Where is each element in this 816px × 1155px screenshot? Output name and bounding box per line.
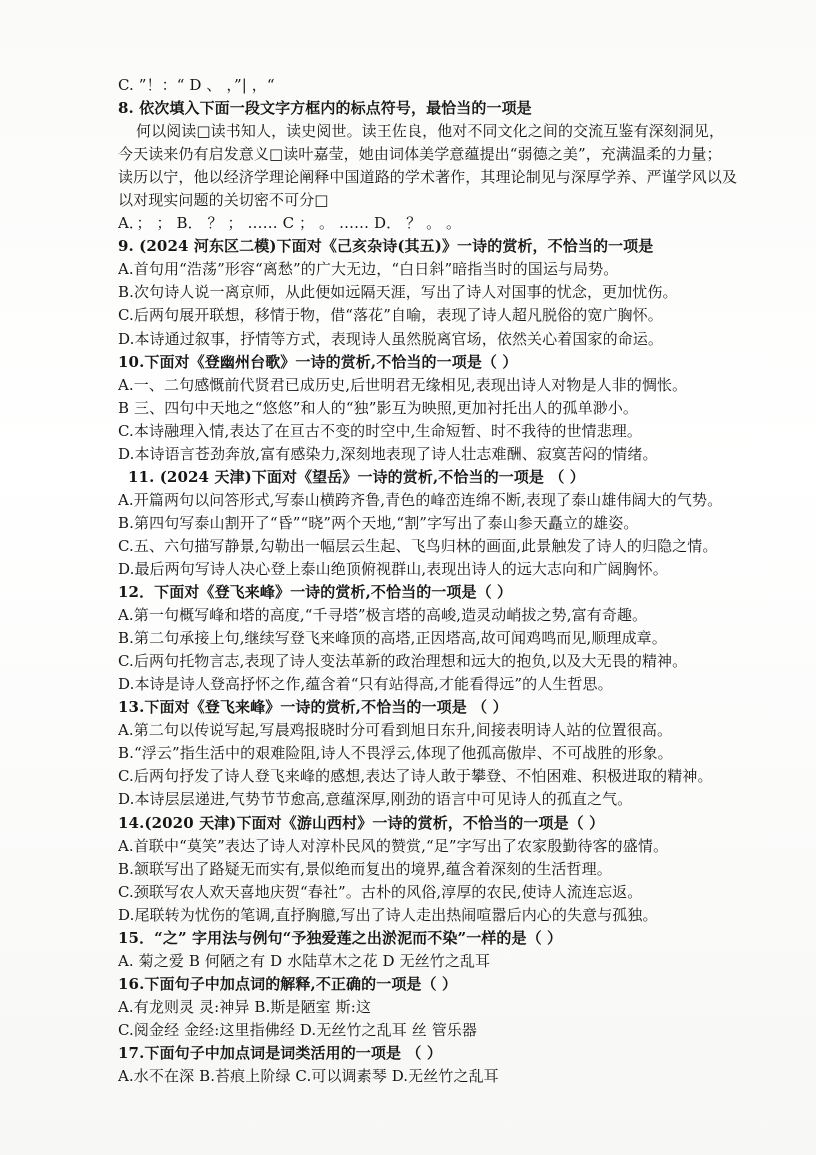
q9-option-c: C.后两句展开联想，移情于物，借“落花”自喻，表现了诗人超凡脱俗的宽广胸怀。 [118,306,663,325]
q7-option-c-d: C. ”！：“ D 、 ，”| ，“ [118,76,275,94]
q14-stem: 14.(2020 天津)下面对《游山西村》一诗的赏析，不恰当的一项是（ ） [118,813,605,832]
q8-passage-line-4: 以对现实问题的关切密不可分□ [118,191,329,210]
exam-text [118,74,790,1088]
q17-stem: 17.下面句子中加点词是词类活用的一项是 （ ） [118,1043,442,1062]
q12-option-c: C.后两句托物言志,表现了诗人变法革新的政治理想和远大的抱负,以及大无畏的精神。 [118,652,688,671]
q12-option-a: A.第一句概写峰和塔的高度,“千寻塔”极言塔的高峻,造灵动峭拔之势,富有奇趣。 [118,606,648,625]
q10-option-b: B 三、四句中天地之“悠悠”和人的“独”影互为映照,更加衬托出人的孤单渺小。 [118,398,639,417]
q16-options-a-b: A.有龙则灵 灵:神异 B.斯是陋室 斯:这 [118,997,372,1016]
q9-stem: 9. (2024 河东区二模)下面对《己亥杂诗(其五)》一诗的赏析，不恰当的一项是 [118,237,654,256]
q11-option-d: D.最后两句写诗人决心登上泰山绝顶俯视群山,表现出诗人的远大志向和广阔胸怀。 [118,559,668,578]
q11-stem: 11. (2024 天津)下面对《望岳》一诗的赏析,不恰当的一项是 （ ） [128,467,585,486]
q10-option-a: A.一、二句感慨前代贤君已成历史,后世明君无缘相见,表现出诗人对物是人非的惆怅。 [118,375,688,394]
q11-option-c: C.五、六句描写静景,勾勒出一幅层云生起、飞鸟归林的画面,此景触发了诗人的归隐之情。 [118,536,718,555]
q14-option-b: B.颔联写出了路疑无而实有,景似绝而复出的境界,蕴含着深刻的生活哲理。 [118,859,612,878]
q12-stem: 12．下面对《登飞来峰》一诗的赏析,不恰当的一项是（ ） [118,583,513,602]
q15-options: A. 菊之爱 B 何陋之有 D 水陆草木之花 D 无丝竹之乱耳 [118,951,491,970]
q17-options: A.水不在深 B.苔痕上阶绿 C.可以调素琴 D.无丝竹之乱耳 [118,1067,499,1086]
q16-stem: 16.下面句子中加点词的解释,不正确的一项是（ ） [118,974,458,993]
q10-stem: 10.下面对《登幽州台歌》一诗的赏析,不恰当的一项是（ ） [118,352,518,371]
q14-option-a: A.首联中“莫笑”表达了诗人对淳朴民风的赞赏,“足”字写出了农家殷勤待客的盛情。 [118,836,669,855]
q11-option-a: A.开篇两句以问答形式,写泰山横跨齐鲁,青色的峰峦连绵不断,表现了泰山雄伟阔大的气势。 [118,490,723,509]
q13-option-c: C.后两句抒发了诗人登飞来峰的感想,表达了诗人敢于攀登、不怕困难、积极进取的精神。 [118,767,713,786]
q12-option-d: D.本诗是诗人登高抒怀之作,蕴含着“只有站得高,才能看得远”的人生哲思。 [118,675,613,694]
q10-option-d: D.本诗语言苍劲奔放,富有感染力,深刻地表现了诗人壮志难酬、寂寞苦闷的情绪。 [118,444,658,463]
q9-option-a: A.首句用“浩荡”形容“离愁”的广大无边，“白日斜”暗指当时的国运与局势。 [118,260,619,279]
q12-option-b: B.第二句承接上句,继续写登飞来峰顶的高塔,正因塔高,故可闻鸡鸣而见,顺理成章。 [118,629,667,648]
q13-stem: 13.下面对《登飞来峰》一诗的赏析,不恰当的一项是 （ ） [118,698,508,717]
q8-stem: 8. 依次填入下面一段文字方框内的标点符号，最恰当的一项是 [118,99,532,118]
q13-option-d: D.本诗层层递进,气势节节愈高,意蕴深厚,刚劲的语言中可见诗人的孤直之气。 [118,790,633,809]
q8-passage-line-3: 读历以宁，他以经济学理论阐释中国道路的学术著作，其理论制见与深厚学养、严谨学风以及 [118,168,738,187]
q16-options-c-d: C.阅金经 金经:这里指佛经 D.无丝竹之乱耳 丝 管乐器 [118,1020,477,1039]
q13-option-a: A.第二句以传说写起,写晨鸡报晓时分可看到旭日东升,间接表明诗人站的位置很高。 [118,721,673,740]
q14-option-d: D.尾联转为忧伤的笔调,直抒胸臆,写出了诗人走出热闹喧嚣后内心的失意与孤独。 [118,905,658,924]
q9-option-b: B.次句诗人说一离京师，从此便如远隔天涯，写出了诗人对国事的忧念，更加忧伤。 [118,283,678,302]
q9-option-d: D.本诗通过叙事，抒情等方式，表现诗人虽然脱离官场，依然关心着国家的命运。 [118,329,663,348]
q11-option-b: B.第四句写泰山割开了“昏”“晓”两个天地,“割”字写出了泰山参天矗立的雄姿。 [118,513,639,532]
q10-option-c: C.本诗融理入情,表达了在亘古不变的时空中,生命短暂、时不我待的世情悲理。 [118,421,642,440]
q14-option-c: C.颈联写农人欢天喜地庆贺“春社”。古朴的风俗,淳厚的农民,使诗人流连忘返。 [118,882,643,901]
q8-passage-line-2: 今天读来仍有启发意义□读叶嘉莹，她由词体美学意蕴提出“弱德之美”，充满温柔的力量； [118,145,722,164]
q8-passage-line-1: 何以阅读□读书知人，读史阅世。读王佐良，他对不同文化之间的交流互鉴有深刻洞见， [136,122,725,141]
q15-stem: 15．“之” 字用法与例句“予独爱莲之出淤泥而不染”一样的是（ ） [118,928,563,947]
q8-options: A．； ； B． ？ ； …… C ； 。 …… D． ？ 。 。 [118,214,462,233]
q13-option-b: B.“浮云”指生活中的艰难险阻,诗人不畏浮云,体现了他孤高傲岸、不可战胜的形象。 [118,744,673,763]
